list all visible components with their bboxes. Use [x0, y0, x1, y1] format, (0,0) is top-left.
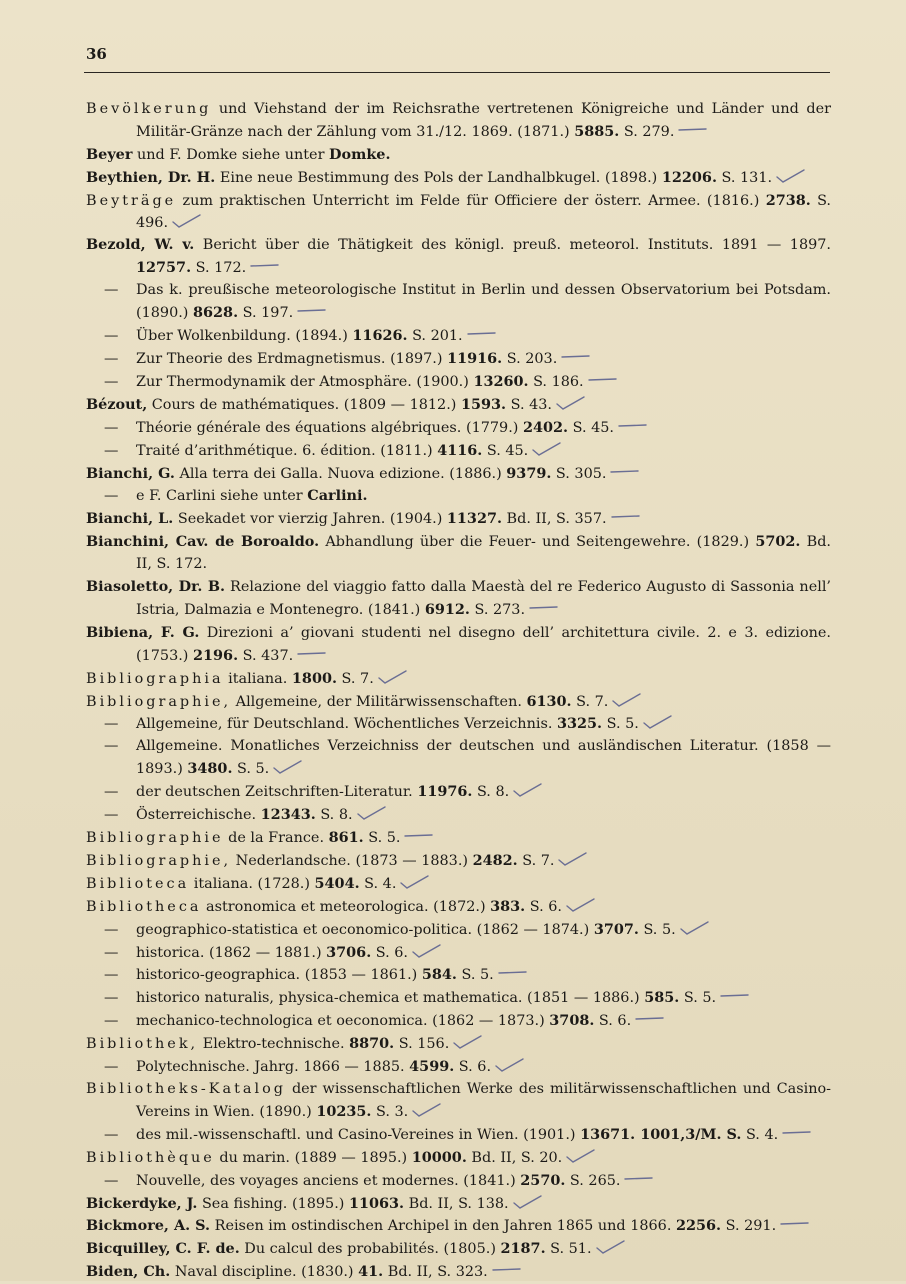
- shelf-number: 4599.: [409, 1058, 455, 1076]
- entry-title: Polytechnische. Jahrg. 1866 — 1885.: [136, 1059, 410, 1076]
- entry-title: italiana. (1728.): [189, 875, 315, 892]
- shelf-number: 2482.: [472, 851, 518, 869]
- entry-author: Bézout,: [86, 395, 148, 413]
- entry-author: Bianchi, G.: [86, 464, 175, 482]
- page-reference: Bd. II, S. 172.: [136, 534, 831, 573]
- pencil-check-icon: [564, 1148, 598, 1164]
- entry-author: Bianchini, Cav. de Boroaldo.: [86, 533, 320, 551]
- page-reference: S. 8.: [472, 784, 510, 801]
- shelf-number: 2570.: [520, 1171, 566, 1189]
- ditto-dash: —: [104, 1126, 119, 1143]
- page-reference: S. 186.: [528, 373, 584, 390]
- entry-author: Biden, Ch.: [86, 1263, 171, 1281]
- catalog-entry: [86, 167, 831, 190]
- ditto-dash: —: [104, 784, 119, 801]
- entry-heading-spaced: Bibliotheca: [86, 898, 202, 915]
- pencil-check-icon: [530, 441, 564, 457]
- shelf-number: 10235.: [316, 1102, 372, 1120]
- catalog-entry: [86, 99, 831, 144]
- entry-title: Über Wolkenbildung. (1894.): [136, 328, 353, 345]
- entry-title: Eine neue Bestimmung des Pols der Landhalbkugel. (1898.): [215, 169, 662, 186]
- page-reference: S. 496.: [136, 192, 831, 231]
- entry-title: Nouvelle, des voyages anciens et modernes. (1841.): [136, 1172, 521, 1189]
- ditto-dash: —: [104, 1013, 119, 1030]
- pencil-check-icon: [511, 1194, 545, 1210]
- page-reference: S. 5.: [679, 990, 717, 1007]
- page-reference: S. 4.: [359, 875, 397, 892]
- entry-title: astronomica et meteorologica. (1872.): [201, 898, 491, 915]
- shelf-number: 8628.: [193, 304, 239, 322]
- entry-title: Nederlandsche. (1873 — 1883.): [231, 852, 473, 869]
- page-reference: S. 5.: [602, 716, 639, 733]
- catalog-entry: [86, 1033, 831, 1056]
- pencil-dash-icon: [676, 122, 710, 138]
- catalog-subentry: [86, 280, 831, 325]
- entry-title: Allgemeine, für Deutschland. Wöchentliches Verzeichnis.: [136, 716, 557, 733]
- page-reference: S. 7.: [336, 670, 374, 687]
- catalog-subentry: [86, 804, 831, 827]
- ditto-dash: —: [104, 944, 119, 961]
- shelf-number: 11976.: [417, 783, 473, 801]
- page-number: 36: [86, 45, 107, 63]
- shelf-number: 3706.: [326, 943, 372, 961]
- page-reference: S. 43.: [506, 396, 553, 413]
- catalog-subentry: [86, 1056, 831, 1079]
- shelf-number: 1593.: [460, 395, 507, 413]
- pencil-check-icon: [641, 714, 675, 730]
- entry-title: e F. Carlini siehe unter: [136, 488, 308, 505]
- pencil-check-icon: [493, 1057, 527, 1073]
- entry-heading-spaced: Bibliothek,: [86, 1036, 199, 1053]
- pencil-check-icon: [556, 851, 590, 867]
- catalog-entry: [86, 896, 831, 919]
- catalog-entry: [86, 531, 831, 576]
- entry-author: Bibiena, F. G.: [86, 623, 200, 641]
- catalog-entry: [86, 1079, 831, 1124]
- entry-author: Biasoletto, Dr. B.: [86, 578, 225, 596]
- entry-list: [86, 99, 831, 1284]
- catalog-entry: [86, 463, 831, 486]
- page-reference: S. 8.: [315, 807, 353, 824]
- ditto-dash: —: [104, 990, 119, 1007]
- entry-author: Bickmore, A. S.: [86, 1217, 211, 1235]
- entry-title: Cours de mathématiques. (1809 — 1812.): [147, 396, 461, 413]
- entry-title: Du calcul des probabilités. (1805.): [239, 1241, 501, 1258]
- ditto-dash: —: [104, 442, 119, 459]
- entry-title: Traité d’arithmétique. 6. édition. (1811.): [136, 442, 438, 459]
- catalog-entry: [86, 576, 831, 622]
- shelf-number: 2738.: [765, 191, 811, 209]
- catalog-subentry: [86, 325, 831, 348]
- catalog-subentry: [86, 964, 831, 987]
- pencil-dash-icon: [295, 303, 329, 319]
- entry-title: der wissenschaftlichen Werke des militärwissenschaftlichen und Casino-Vereins in Wien. (1890.): [136, 1080, 831, 1120]
- catalog-entry: [86, 190, 831, 235]
- catalog-subentry: [86, 485, 831, 508]
- page-reference: S. 203.: [502, 350, 558, 367]
- pencil-check-icon: [271, 759, 305, 775]
- pencil-dash-icon: [778, 1216, 812, 1232]
- catalog-entry: [86, 1193, 831, 1216]
- pencil-dash-icon: [609, 509, 643, 525]
- entry-author: Bezold, W. v.: [86, 236, 195, 254]
- catalog-subentry: [86, 440, 831, 463]
- entry-title: Seekadet vor vierzig Jahren. (1904.): [173, 511, 447, 528]
- entry-title: Zur Thermodynamik der Atmosphäre. (1900.): [136, 373, 474, 390]
- page-reference: S. 156.: [394, 1036, 450, 1053]
- page-reference: S. 6.: [454, 1059, 492, 1076]
- shelf-number: 585.: [644, 989, 680, 1007]
- entry-title: der deutschen Zeitschriften-Literatur.: [136, 784, 418, 801]
- pencil-check-icon: [594, 1239, 628, 1255]
- pencil-check-icon: [170, 213, 204, 229]
- page-reference: S. 6.: [594, 1013, 632, 1030]
- pencil-dash-icon: [465, 326, 499, 342]
- pencil-check-icon: [774, 168, 808, 184]
- pencil-dash-icon: [248, 258, 282, 274]
- cross-reference: Carlini.: [307, 487, 368, 505]
- catalog-entry: [86, 508, 831, 531]
- entry-title: Elektro-technische.: [198, 1036, 350, 1053]
- entry-heading-spaced: Bibliothèque: [86, 1149, 215, 1166]
- shelf-number: 11626.: [352, 327, 408, 345]
- pencil-dash-icon: [633, 1011, 667, 1027]
- catalog-entry: [86, 691, 831, 714]
- pencil-dash-icon: [616, 418, 650, 434]
- entry-title: Das k. preußische meteorologische Institut in Berlin und dessen Observatorium bei Potsdam. (1890.): [136, 282, 831, 322]
- catalog-subentry: [86, 417, 831, 440]
- ditto-dash: —: [104, 328, 119, 345]
- pencil-dash-icon: [559, 349, 593, 365]
- catalog-entry: [86, 234, 831, 280]
- entry-author: Beythien, Dr. H.: [86, 168, 216, 186]
- pencil-check-icon: [410, 943, 444, 959]
- page-reference: S. 279.: [619, 123, 675, 140]
- shelf-number: 6912.: [424, 600, 470, 618]
- page-reference: Bd. II, S. 20.: [466, 1149, 563, 1166]
- shelf-number: 5404.: [314, 874, 360, 892]
- page-reference: S. 201.: [407, 328, 463, 345]
- pencil-dash-icon: [586, 372, 620, 388]
- pencil-dash-icon: [622, 1171, 656, 1187]
- entry-title: du marin. (1889 — 1895.): [214, 1149, 412, 1166]
- pencil-check-icon: [554, 395, 588, 411]
- entry-heading-spaced: Bibliographie,: [86, 852, 232, 869]
- catalog-subentry: [86, 1010, 831, 1033]
- pencil-dash-icon: [718, 988, 752, 1004]
- entry-title: Alla terra dei Galla. Nuova edizione. (1886.): [174, 465, 507, 482]
- ditto-dash: —: [104, 373, 119, 390]
- catalog-entry: [86, 873, 831, 896]
- shelf-number: 13260.: [473, 372, 529, 390]
- entry-title: historico-geographica. (1853 — 1861.): [136, 967, 422, 984]
- catalog-entry: [86, 1215, 831, 1238]
- page-reference: S. 5.: [638, 921, 676, 938]
- entry-heading-spaced: Bibliographia: [86, 670, 224, 687]
- ditto-dash: —: [104, 282, 119, 299]
- shelf-number: 861.: [328, 829, 364, 846]
- entry-title: Allgemeine, der Militärwissenschaften.: [231, 693, 527, 710]
- page-reference: S. 45.: [568, 419, 614, 436]
- page-reference: S. 7.: [571, 693, 609, 710]
- catalog-entry: [86, 1238, 831, 1261]
- shelf-number: 2256.: [675, 1217, 722, 1235]
- page-reference: S. 273.: [469, 601, 526, 618]
- ditto-dash: —: [104, 419, 119, 436]
- catalog-entry: [86, 1147, 831, 1170]
- entry-title: Österreichische.: [136, 807, 261, 824]
- pencil-dash-icon: [496, 965, 530, 981]
- page-reference: S. 305.: [551, 465, 607, 482]
- catalog-subentry: [86, 713, 831, 736]
- entry-title: Relazione del viaggio fatto dalla Maestà del re Federico Augusto di Sassonia nell’ Istria, Dalmazia e Montenegro. (1841.): [136, 579, 831, 618]
- entry-title: Abhandlung über die Feuer- und Seitengewehre. (1829.): [319, 534, 756, 551]
- shelf-number: 11916.: [447, 349, 503, 367]
- entry-title: Allgemeine. Monatliches Verzeichniss der deutschen und ausländischen Literatur. (1858 — 1893.): [136, 738, 831, 778]
- entry-title: de la France.: [223, 830, 329, 846]
- page-reference: S. 6.: [525, 898, 563, 915]
- shelf-number: 4116.: [437, 441, 483, 459]
- catalog-subentry: [86, 371, 831, 394]
- page-reference: S. 3.: [371, 1103, 409, 1120]
- page-reference: S. 45.: [482, 442, 529, 459]
- catalog-entry: [86, 622, 831, 668]
- catalog-subentry: [86, 348, 831, 371]
- catalog-entry: [86, 850, 831, 873]
- entry-title: Naval discipline. (1830.): [170, 1264, 359, 1281]
- shelf-number: 1800.: [291, 669, 337, 687]
- shelf-number: 10000.: [411, 1148, 467, 1166]
- ditto-dash: —: [104, 807, 119, 824]
- page-reference: Bd. II, S. 138.: [404, 1195, 509, 1212]
- catalog-entry: [86, 144, 831, 167]
- entry-title: und Viehstand der im Reichsrathe vertretenen Königreiche und Länder und der Militär-Gränze nach der Zählung vom 31./12. 1869. (1871.): [136, 101, 831, 140]
- shelf-number: 2187.: [500, 1240, 546, 1258]
- shelf-number: 3325.: [556, 715, 603, 733]
- pencil-check-icon: [451, 1034, 485, 1050]
- entry-heading-spaced: Biblioteca: [86, 875, 190, 892]
- shelf-number: 8870.: [349, 1035, 395, 1053]
- entry-title: italiana.: [223, 670, 292, 687]
- shelf-number: 5885.: [574, 122, 620, 140]
- entry-title: des mil.-wissenschaftl. und Casino-Vereines in Wien. (1901.): [136, 1126, 581, 1143]
- page-reference: S. 291.: [721, 1218, 777, 1235]
- page-reference: S. 51.: [545, 1241, 592, 1258]
- ditto-dash: —: [104, 967, 119, 984]
- shelf-number: 11063.: [348, 1194, 405, 1212]
- shelf-number: 12206.: [661, 168, 717, 186]
- pencil-dash-icon: [527, 600, 561, 616]
- entry-title: historica. (1862 — 1881.): [136, 944, 327, 961]
- page-reference: S. 437.: [238, 647, 294, 664]
- pencil-check-icon: [564, 897, 598, 913]
- ditto-dash: —: [104, 1059, 119, 1076]
- page-reference: S. 5.: [363, 830, 401, 846]
- entry-title: Sea fishing. (1895.): [197, 1195, 349, 1212]
- entry-heading-spaced: Bibliographie,: [86, 693, 232, 710]
- shelf-number: 3707.: [593, 920, 639, 938]
- entry-title: Théorie générale des équations algébriques. (1779.): [136, 419, 523, 436]
- entry-author: Bicquilley, C. F. de.: [86, 1240, 240, 1258]
- shelf-number: 9379.: [506, 464, 552, 482]
- catalog-subentry: [86, 736, 831, 781]
- pencil-check-icon: [678, 920, 712, 936]
- shelf-number: 2196.: [193, 646, 239, 664]
- shelf-number: 11327.: [446, 510, 502, 528]
- ditto-dash: —: [104, 716, 119, 733]
- entry-title: und F. Domke siehe unter: [132, 146, 330, 163]
- catalog-subentry: [86, 1124, 831, 1147]
- catalog-entry: [86, 668, 831, 691]
- pencil-check-icon: [355, 805, 389, 821]
- shelf-number: 3708.: [549, 1012, 595, 1030]
- shelf-number: 6130.: [526, 692, 572, 710]
- shelf-number: 12343.: [260, 806, 316, 824]
- entry-title: Reisen im ostindischen Archipel in den Jahren 1865 und 1866.: [210, 1218, 676, 1235]
- ditto-dash: —: [104, 488, 119, 505]
- page-reference: S. 5.: [456, 967, 494, 984]
- entry-heading-spaced: Bevölkerung: [86, 101, 212, 117]
- pencil-dash-icon: [295, 646, 329, 662]
- shelf-number: 3480.: [187, 760, 233, 778]
- catalog-subentry: [86, 919, 831, 942]
- shelf-number: 13671.: [580, 1125, 636, 1143]
- page-reference: Bd. II, S. 323.: [383, 1264, 488, 1281]
- page-reference: S. 197.: [238, 305, 294, 322]
- page-reference: S. 131.: [716, 169, 773, 186]
- entry-title: Direzioni a’ giovani studenti nel disegno dell’ architettura civile. 2. e 3. edizione. (1753.): [136, 624, 831, 664]
- ditto-dash: —: [104, 1172, 119, 1189]
- shelf-number: 12757.: [136, 259, 192, 277]
- shelf-number: 584.: [421, 966, 457, 984]
- pencil-check-icon: [511, 782, 545, 798]
- entry-title: Zur Theorie des Erdmagnetismus. (1897.): [136, 350, 448, 367]
- catalog-subentry: [86, 781, 831, 804]
- entry-title: Bericht über die Thätigkeit des königl. preuß. meteorol. Instituts. 1891 — 1897.: [194, 237, 831, 254]
- page-reference: S. 6.: [371, 944, 409, 961]
- pencil-dash-icon: [490, 1262, 524, 1278]
- shelf-number: 2402.: [522, 418, 569, 436]
- entry-title: historico naturalis, physica-chemica et mathematica. (1851 — 1886.): [136, 990, 645, 1007]
- catalog-entry: [86, 394, 831, 417]
- pencil-check-icon: [398, 874, 432, 890]
- ditto-dash: —: [104, 921, 119, 938]
- catalog-entry: [86, 827, 831, 850]
- pencil-dash-icon: [780, 1125, 814, 1141]
- cross-reference: Domke.: [329, 145, 391, 163]
- page-reference: Bd. II, S. 357.: [501, 511, 607, 528]
- ditto-dash: —: [104, 350, 119, 367]
- catalog-subentry: [86, 942, 831, 965]
- header-rule: [84, 72, 830, 73]
- pencil-dash-icon: [402, 828, 436, 844]
- pencil-check-icon: [376, 669, 410, 685]
- page-reference: S. 172.: [191, 260, 247, 277]
- catalog-subentry: [86, 987, 831, 1010]
- page-reference: S. 265.: [565, 1172, 621, 1189]
- catalog-subentry: [86, 1170, 831, 1193]
- shelf-number: 41.: [358, 1263, 384, 1281]
- page-reference: S. 7.: [517, 852, 555, 869]
- entry-author: Bickerdyke, J.: [86, 1194, 198, 1212]
- shelf-location: 1001,3/M. S.: [635, 1125, 742, 1143]
- pencil-dash-icon: [608, 464, 642, 480]
- ditto-dash: —: [104, 738, 119, 755]
- entry-author: Beyer: [86, 145, 133, 163]
- entry-heading-spaced: Bibliotheks-Katalog: [86, 1080, 286, 1097]
- entry-title: zum praktischen Unterricht im Felde für Officiere der österr. Armee. (1816.): [176, 192, 766, 209]
- pencil-check-icon: [610, 692, 644, 708]
- entry-title: geographico-statistica et oeconomico-politica. (1862 — 1874.): [136, 921, 594, 938]
- entry-title: mechanico-technologica et oeconomica. (1862 — 1873.): [136, 1013, 550, 1030]
- entry-author: Bianchi, L.: [86, 510, 174, 528]
- entry-heading-spaced: Beyträge: [86, 192, 177, 209]
- page-reference: S. 4.: [741, 1126, 779, 1143]
- shelf-number: 383.: [490, 897, 526, 915]
- page-reference: S. 5.: [232, 761, 270, 778]
- entry-heading-spaced: Bibliographie: [86, 830, 224, 846]
- shelf-number: 5702.: [755, 533, 801, 551]
- pencil-check-icon: [410, 1102, 444, 1118]
